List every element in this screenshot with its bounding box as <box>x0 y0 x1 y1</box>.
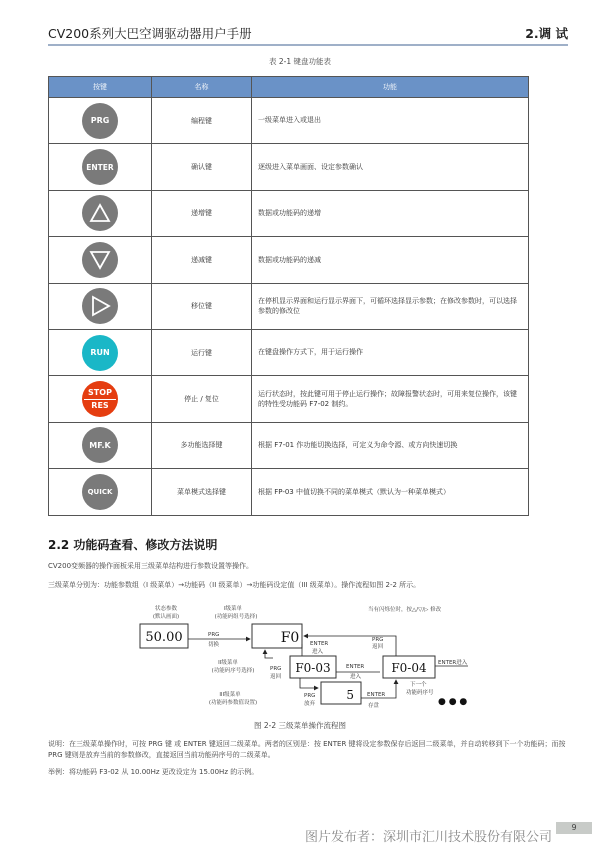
key-function-table <box>48 76 529 516</box>
table-row <box>49 98 529 144</box>
prg-discard-label-sub: 放弃 <box>304 701 316 707</box>
publisher-watermark: 图片发布者：深圳市汇川技术股份有限公司 <box>304 830 552 845</box>
enter-save-label: ENTER <box>367 692 386 698</box>
section-title: 2.2 功能码查看、修改方法说明 <box>48 538 218 552</box>
key-function: 数据或功能码的递增 <box>252 190 529 236</box>
table-row <box>49 469 529 515</box>
down-key-icon <box>82 242 118 278</box>
prg-return-label: PRG <box>270 666 282 672</box>
table-row <box>49 190 529 236</box>
up-key-icon <box>82 195 118 231</box>
key-function: 在停机显示界面和运行显示界面下，可循环选择显示参数；在修改参数时，可以选择参数的修改位 <box>252 283 529 329</box>
display-level3-value: 5 <box>346 688 354 702</box>
enter-key-icon: ENTER <box>82 149 118 185</box>
quick-key-icon: QUICK <box>82 474 118 510</box>
paragraph-note: 说明：在三级菜单操作时，可按 PRG 键 或 ENTER 键返回二级菜单。两者的区别是：按 ENTER 键将设定参数保存后返回二级菜单，并自动转移到下一个功能码；而按 PRG 键则是放弃当前的参数修改，直接返回当前功能码序号的二级菜单。 <box>48 740 566 760</box>
prg-switch-label-sub: 切换 <box>208 642 220 648</box>
arrow-return-l2 <box>265 650 273 658</box>
key-function: 根据 F7-01 作功能切换选择，可定义为命令源、或方向快速切换 <box>252 422 529 468</box>
header-section: 2.调 试 <box>525 26 568 41</box>
table-row <box>49 237 529 283</box>
table-row <box>49 144 529 190</box>
level2-label-sub: (功能码序号选择) <box>211 668 255 674</box>
prg-back-label-sub: 返回 <box>372 644 384 650</box>
level2-label: II级菜单 <box>218 660 238 666</box>
col-function: 功能 <box>252 77 529 98</box>
paragraph-intro: CV200变频器的操作面板采用三级菜单结构进行参数设置等操作。 <box>48 562 254 570</box>
mfk-key-icon: MF.K <box>82 427 118 463</box>
arrow-to-l3 <box>300 678 318 688</box>
key-name: 停止 / 复位 <box>152 376 252 422</box>
display-next-code-value: F0-04 <box>391 661 427 675</box>
state-label: 状态参数 <box>154 606 178 612</box>
continuation-dots: ● ● ● <box>438 697 468 707</box>
level1-label: I级菜单 <box>223 606 243 612</box>
enter-in-label: ENTER <box>310 641 329 647</box>
key-function: 一级菜单进入或退出 <box>252 98 529 144</box>
figure-caption: 图 2-2 三级菜单操作流程图 <box>253 721 347 730</box>
enter-in-label-sub: 进入 <box>312 649 324 655</box>
reset-label: RES <box>91 400 109 410</box>
table-row <box>49 422 529 468</box>
prg-key-icon: PRG <box>82 103 118 139</box>
col-key: 按键 <box>49 77 152 98</box>
paragraph-example: 举例：将功能码 F3-02 从 10.00Hz 更改设定为 15.00Hz 的示例。 <box>48 768 259 776</box>
enter-l2-label-sub: 进入 <box>350 674 362 680</box>
prg-return-label-sub: 返回 <box>270 674 282 680</box>
display-level2-value: F0-03 <box>295 661 331 675</box>
key-name: 菜单模式选择键 <box>152 469 252 515</box>
run-key-icon: RUN <box>82 335 118 371</box>
key-name: 确认键 <box>152 144 252 190</box>
enter-next-label: ENTER进入 <box>438 660 468 666</box>
table-row <box>49 376 529 422</box>
key-name: 移位键 <box>152 283 252 329</box>
display-level1-value: F0 <box>280 630 300 646</box>
prg-switch-label: PRG <box>208 632 220 638</box>
display-state-value: 50.00 <box>145 630 183 645</box>
col-name: 名称 <box>152 77 252 98</box>
table-row <box>49 283 529 329</box>
key-function: 数据或功能码的递减 <box>252 237 529 283</box>
next-code-label-sub: 功能码序号 <box>406 690 434 696</box>
table-row <box>49 329 529 375</box>
level3-label: III级菜单 <box>219 692 241 698</box>
enter-l2-label: ENTER <box>346 664 365 670</box>
flash-hint: 当有闪烁位时，按△/▽/▷ 修改 <box>368 607 442 613</box>
enter-save-label-sub: 存盘 <box>368 703 380 709</box>
state-label-sub: (默认画面) <box>152 614 180 620</box>
key-name: 编程键 <box>152 98 252 144</box>
key-function: 逐级进入菜单画面、设定参数确认 <box>252 144 529 190</box>
menu-flow-diagram <box>118 598 488 716</box>
key-name: 递增键 <box>152 190 252 236</box>
key-function: 在键盘操作方式下，用于运行操作 <box>252 329 529 375</box>
shift-key-icon <box>82 288 118 324</box>
paragraph-levels: 三级菜单分别为：功能参数组（I 级菜单）→功能码（II 级菜单）→功能码设定值（III 级菜单）。操作流程如图 2-2 所示。 <box>48 581 421 589</box>
header-divider <box>48 44 568 46</box>
stop-label: STOP <box>88 387 112 397</box>
key-name: 运行键 <box>152 329 252 375</box>
stop-reset-key-icon <box>82 381 118 417</box>
key-function: 根据 FP-03 中值切换不同的菜单模式（默认为一种菜单模式） <box>252 469 529 515</box>
prg-back-label: PRG <box>372 637 384 643</box>
key-name: 递减键 <box>152 237 252 283</box>
display-level3 <box>321 682 361 704</box>
level3-label-sub: (功能码参数值设置) <box>208 700 258 706</box>
header-title: CV200系列大巴空调驱动器用户手册 <box>48 26 252 41</box>
key-function: 运行状态时，按此键可用于停止运行操作；故障报警状态时，可用来复位操作，该键的特性受功能码 F7-02 制约。 <box>252 376 529 422</box>
table-caption: 表 2-1 键盘功能表 <box>268 57 332 66</box>
prg-discard-label: PRG <box>304 693 316 699</box>
next-code-label: 下一个 <box>410 682 427 688</box>
level1-label-sub: (功能码组号选择) <box>214 614 258 620</box>
page-number: 9 <box>556 822 592 834</box>
key-name: 多功能选择键 <box>152 422 252 468</box>
